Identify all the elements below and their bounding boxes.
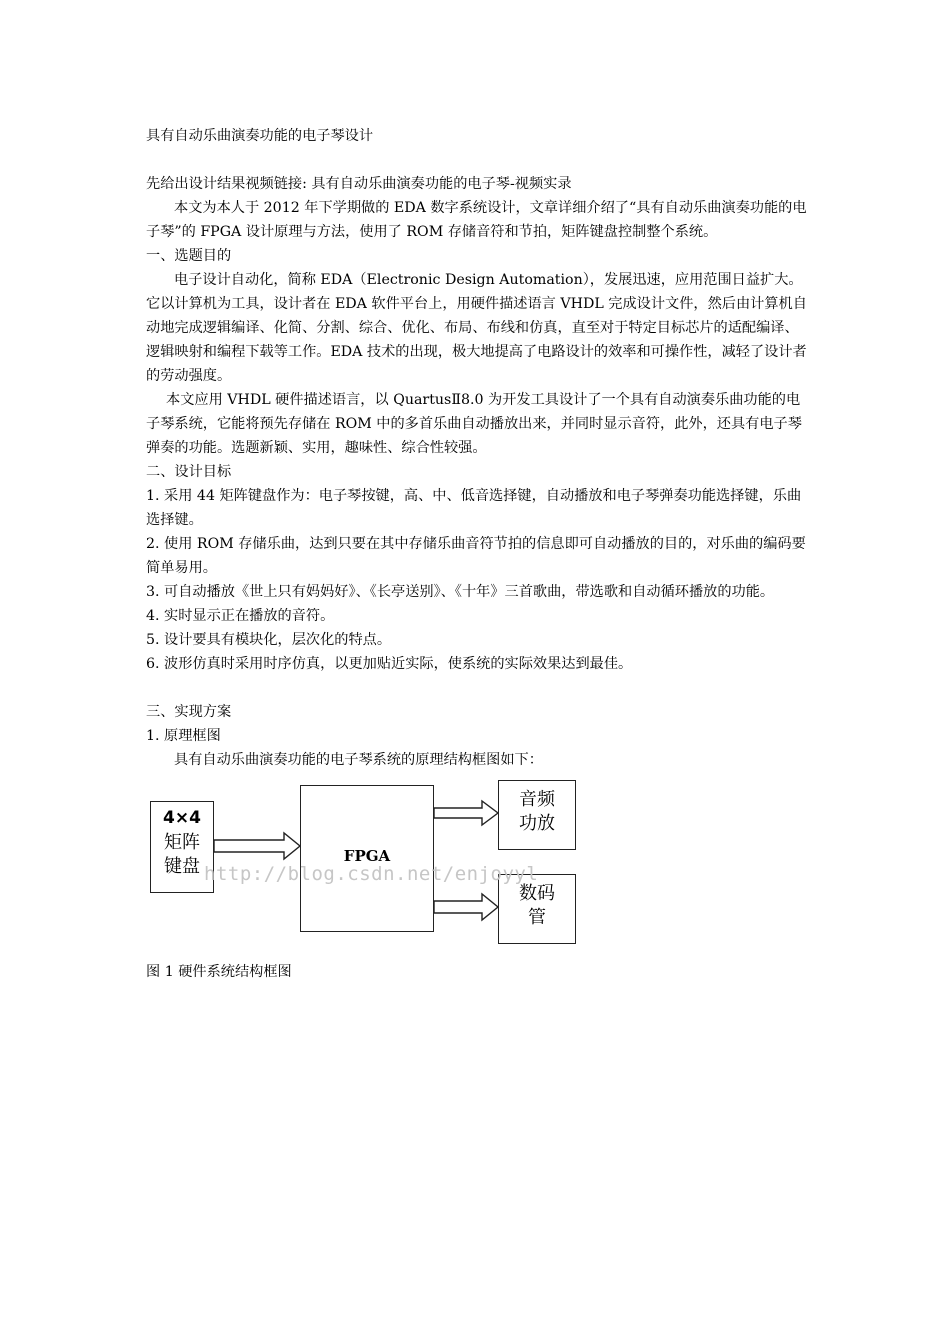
blog-watermark: http://blog.csdn.net/enjoyyl	[204, 863, 539, 885]
audio-amp-label-1: 音频	[519, 789, 555, 810]
document-page	[146, 124, 810, 984]
goal-item: 1. 采用 44 矩阵键盘作为：电子琴按键，高、中、低音选择键，自动播放和电子琴弹奏功能选择键，乐曲选择键。	[146, 488, 802, 528]
display-label-1: 数码	[519, 883, 555, 904]
block-diagram	[146, 780, 586, 950]
section-1-heading: 一、选题目的	[146, 248, 232, 264]
keypad-label-3: 键盘	[164, 856, 200, 877]
keypad-label-1: 4×4	[163, 808, 201, 828]
section-1-paragraph-1: 电子设计自动化，简称 EDA（Electronic Design Automation），发展迅速，应用范围日益扩大。它以计算机为工具，设计者在 EDA 软件平台上，用硬件描述语言 VHDL 完成设计文件，然后由计算机自动地完成逻辑编译、化简、分割、综合、优化、布局、布线和仿真，直至对于特定目标芯片的适配编译、逻辑映射和编程下载等工作。EDA 技术的出现，极大地提高了电路设计的效率和可操作性，减轻了设计者的劳动强度。	[146, 272, 807, 384]
section-2-heading: 二、设计目标	[146, 464, 232, 480]
keypad-label-2: 矩阵	[164, 832, 200, 853]
audio-amp-label-2: 功放	[519, 813, 555, 834]
display-label-2: 管	[528, 907, 546, 928]
fpga-box	[300, 785, 434, 932]
goal-item: 4. 实时显示正在播放的音符。	[146, 608, 335, 624]
diagram-description: 具有自动乐曲演奏功能的电子琴系统的原理结构框图如下：	[174, 752, 543, 768]
figure-caption: 图 1 硬件系统结构框图	[146, 964, 292, 980]
section-1-paragraph-2: 本文应用 VHDL 硬件描述语言，以 QuartusⅡ8.0 为开发工具设计了一个具有自动演奏乐曲功能的电子琴系统，它能将预先存储在 ROM 中的多首乐曲自动播放出来，并同时显示音符，此外，还具有电子琴弹奏的功能。选题新颖、实用，趣味性、综合性较强。	[146, 392, 802, 456]
fpga-to-audio-arrow	[434, 801, 498, 825]
intro-paragraph: 本文为本人于 2012 年下学期做的 EDA 数字系统设计，文章详细介绍了“具有自动乐曲演奏功能的电子琴”的 FPGA 设计原理与方法，使用了 ROM 存储音符和节拍，矩阵键盘控制整个系统。	[146, 200, 807, 240]
goal-item: 6. 波形仿真时采用时序仿真，以更加贴近实际，使系统的实际效果达到最佳。	[146, 656, 633, 672]
audio-amp-box	[498, 780, 576, 850]
fpga-label: FPGA	[343, 847, 391, 865]
video-link-line: 先给出设计结果视频链接: 具有自动乐曲演奏功能的电子琴-视频实录	[146, 176, 572, 192]
goal-item: 3. 可自动播放《世上只有妈妈好》、《长亭送别》、《十年》三首歌曲，带选歌和自动循环播放的功能。	[146, 584, 775, 600]
keypad-to-fpga-arrow	[214, 833, 300, 859]
goal-item: 2. 使用 ROM 存储乐曲，达到只要在其中存储乐曲音符节拍的信息即可自动播放的目的，对乐曲的编码要简单易用。	[146, 536, 806, 576]
goal-item: 5. 设计要具有模块化，层次化的特点。	[146, 632, 392, 648]
section-3-subheading: 1. 原理框图	[146, 728, 221, 744]
section-3-heading: 三、实现方案	[146, 704, 232, 720]
document-title: 具有自动乐曲演奏功能的电子琴设计	[146, 128, 374, 144]
fpga-to-display-arrow	[434, 894, 498, 920]
